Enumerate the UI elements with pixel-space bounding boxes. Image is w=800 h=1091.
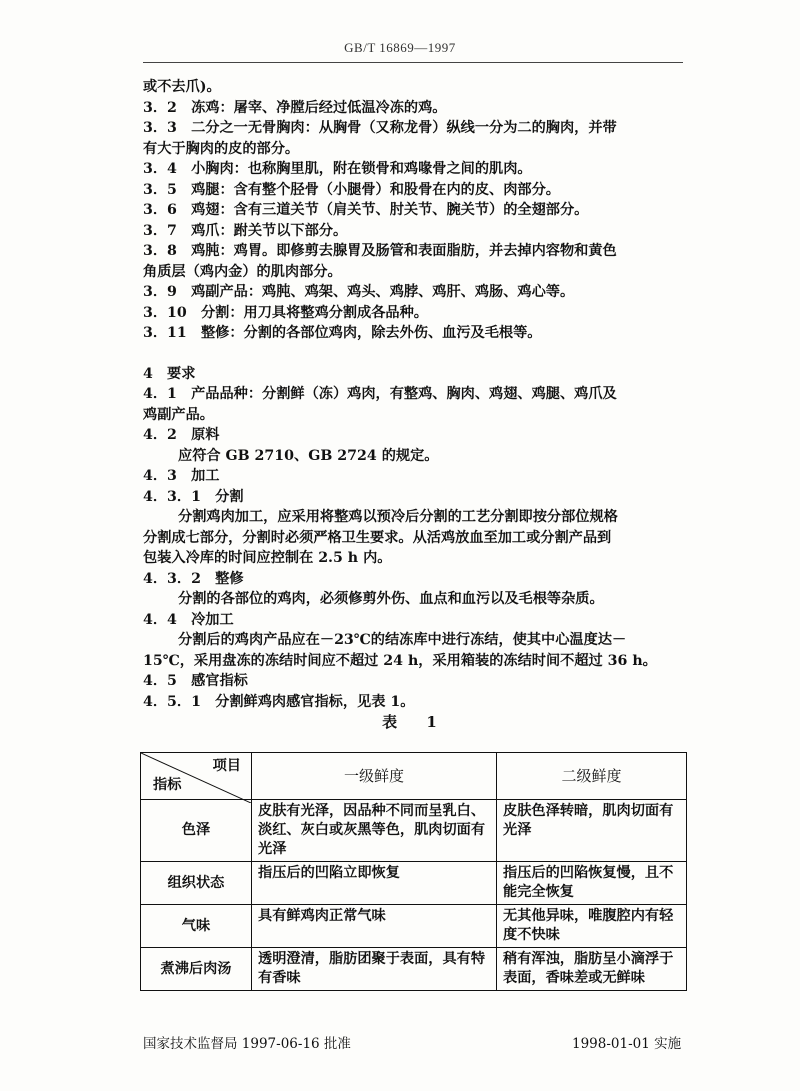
blank-line <box>143 344 688 364</box>
effective-date: 1998-01-01 实施 <box>572 1036 682 1052</box>
row-label: 组织状态 <box>141 862 252 905</box>
row-label: 气味 <box>141 905 252 948</box>
sensory-table <box>140 752 687 991</box>
text-line: 3．3 二分之一无骨胸肉：从胸骨（又称龙骨）纵线一分为二的胸肉，并带 <box>143 120 617 136</box>
text-line: 3．2 冻鸡：屠宰、净膛后经过低温冷冻的鸡。 <box>143 99 447 116</box>
text-line: 3．8 鸡肫：鸡胃。即修剪去腺胃及肠管和表面脂肪，并去掉内容物和黄色 <box>143 243 617 259</box>
text-line: 4．4 冷加工 <box>143 611 234 628</box>
corner-header-index: 指标 <box>153 777 182 793</box>
text-line: 4．2 原料 <box>143 427 220 443</box>
text-line: 3．6 鸡翅：含有三道关节（肩关节、肘关节、腕关节）的全翅部分。 <box>143 202 589 218</box>
text-line: 4．3．1 分割 <box>143 488 244 505</box>
grade1-cell: 透明澄清，脂肪团聚于表面，具有特有香味 <box>252 948 497 991</box>
text-line: 有大于胸肉的皮的部分。 <box>143 140 300 157</box>
approval-note: 国家技术监督局 1997-06-16 批准 <box>143 1036 351 1052</box>
grade1-cell: 指压后的凹陷立即恢复 <box>252 862 497 905</box>
text-line: 15℃，采用盘冻的冻结时间应不超过 24 h，采用箱装的冻结时间不超过 36 h。 <box>143 652 657 669</box>
text-line: 应符合 GB 2710、GB 2724 的规定。 <box>178 447 439 464</box>
grade1-cell: 皮肤有光泽，因品种不同而呈乳白、淡红、灰白或灰黑等色，肌肉切面有光泽 <box>252 800 497 862</box>
standard-code: GB/T 16869—1997 <box>344 40 456 55</box>
table-caption: 表 1 <box>382 713 449 731</box>
table-row <box>141 862 687 905</box>
row-label: 色泽 <box>141 800 252 862</box>
column-header-grade2: 二级鲜度 <box>497 753 687 800</box>
table-corner-cell <box>141 753 252 800</box>
grade1-cell: 具有鲜鸡肉正常气味 <box>252 905 497 948</box>
text-line: 3．9 鸡副产品：鸡肫、鸡架、鸡头、鸡脖、鸡肝、鸡肠、鸡心等。 <box>143 284 575 300</box>
text-line: 4．1 产品品种：分割鲜（冻）鸡肉，有整鸡、胸肉、鸡翅、鸡腿、鸡爪及 <box>143 386 617 402</box>
text-line: 4．3．2 整修 <box>143 570 244 587</box>
text-line: 3．7 鸡爪：跗关节以下部分。 <box>143 222 348 239</box>
text-line: 分割鸡肉加工，应采用将整鸡以预冷后分割的工艺分割即按分部位规格 <box>178 509 618 525</box>
text-line: 分割后的鸡肉产品应在－23℃的结冻库中进行冻结，使其中心温度达－ <box>178 632 627 648</box>
text-line: 4．5 感官指标 <box>143 673 248 689</box>
text-line: 或不去爪)。 <box>143 79 221 95</box>
header-divider <box>143 62 683 63</box>
text-line: 分割成七部分，分割时必须严格卫生要求。从活鸡放血至加工或分割产品到 <box>143 529 612 546</box>
corner-header-item: 项目 <box>212 758 241 774</box>
grade2-cell: 稍有浑浊，脂肪呈小滴浮于表面，香味差或无鲜味 <box>497 948 687 991</box>
text-line: 鸡副产品。 <box>143 406 214 423</box>
text-line: 3．10 分割：用刀具将整鸡分割成各品种。 <box>143 304 428 321</box>
text-line: 包装入冷库的时间应控制在 2.5 h 内。 <box>143 550 392 566</box>
table-row <box>141 948 687 991</box>
table-row <box>141 800 687 862</box>
grade2-cell: 无其他异味，唯腹腔内有轻度不快味 <box>497 905 687 948</box>
body-text <box>143 77 688 733</box>
text-line: 分割的各部位的鸡肉，必须修剪外伤、血点和血污以及毛根等杂质。 <box>178 591 604 607</box>
text-line: 4．3 加工 <box>143 468 220 484</box>
text-line: 角质层（鸡内金）的肌肉部分。 <box>143 263 342 280</box>
column-header-grade1: 一级鲜度 <box>252 753 497 800</box>
text-line: 3．11 整修：分割的各部位鸡肉，除去外伤、血污及毛根等。 <box>143 325 542 341</box>
grade2-cell: 指压后的凹陷恢复慢，且不能完全恢复 <box>497 862 687 905</box>
text-line: 3．5 鸡腿：含有整个胫骨（小腿骨）和股骨在内的皮、肉部分。 <box>143 181 560 198</box>
text-line: 4．5．1 分割鲜鸡肉感官指标，见表 1。 <box>143 693 415 710</box>
text-line: 3．4 小胸肉：也称胸里肌，附在锁骨和鸡喙骨之间的肌肉。 <box>143 161 532 177</box>
row-label: 煮沸后肉汤 <box>141 948 252 991</box>
text-line: 4 要求 <box>143 365 196 382</box>
table-row <box>141 905 687 948</box>
grade2-cell: 皮肤色泽转暗，肌肉切面有光泽 <box>497 800 687 862</box>
